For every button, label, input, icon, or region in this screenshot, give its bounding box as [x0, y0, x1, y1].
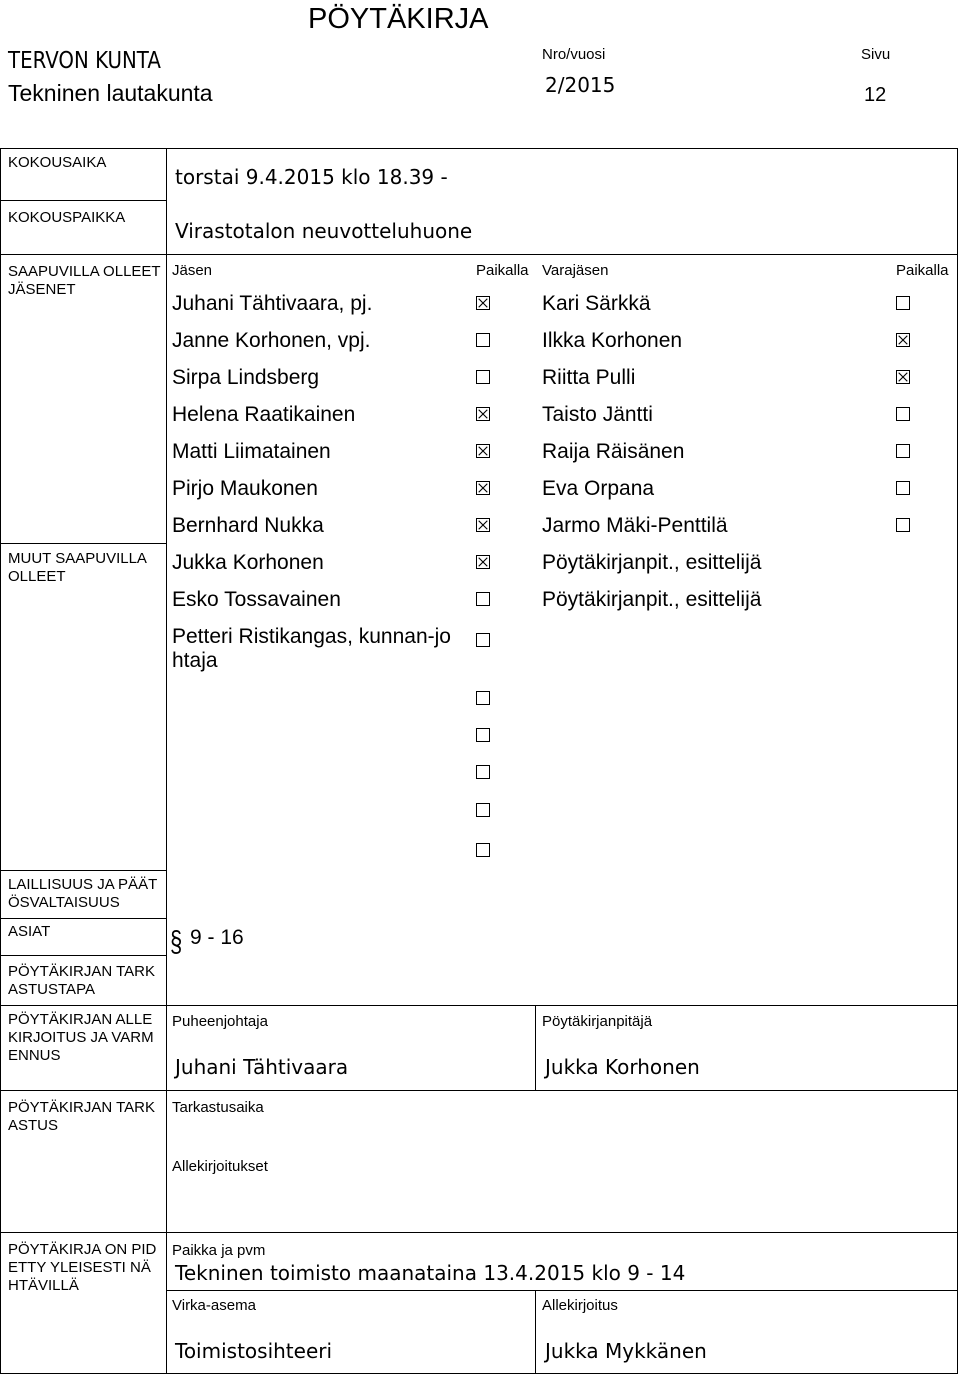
organization-name: TERVON KUNTA [8, 48, 161, 74]
checkbox[interactable] [896, 518, 910, 532]
checkbox[interactable] [476, 803, 490, 817]
place-date-value: Tekninen toimisto maanataina 13.4.2015 klo 9 - 14 [175, 1261, 686, 1285]
checkbox[interactable] [896, 481, 910, 495]
position-value: Toimistosihteeri [175, 1339, 333, 1363]
others-present-label: MUUT SAAPUVILLA OLLEET [8, 550, 147, 585]
document-title: PÖYTÄKIRJA [308, 3, 489, 35]
checkbox[interactable] [896, 444, 910, 458]
meeting-number-value: 2/2015 [545, 73, 616, 97]
display-label: PÖYTÄKIRJA ON PIDETTY YLEISESTI NÄHTÄVILLÄ [8, 1241, 157, 1294]
review-time-label: Tarkastusaika [172, 1099, 264, 1116]
meeting-time-value: torstai 9.4.2015 klo 18.39 - [175, 165, 448, 189]
deputy-name: Riitta Pulli [542, 366, 636, 389]
checkbox[interactable] [476, 555, 490, 569]
checkbox[interactable] [476, 333, 490, 347]
checkbox[interactable] [896, 333, 910, 347]
member-name: Janne Korhonen, vpj. [172, 329, 371, 352]
secretary-label: Pöytäkirjanpitäjä [542, 1013, 653, 1030]
position-label: Virka-asema [172, 1297, 256, 1314]
deputy-name: Ilkka Korhonen [542, 329, 683, 352]
checkbox[interactable] [476, 633, 490, 647]
other-attendee-name: Esko Tossavainen [172, 588, 341, 611]
other-attendee-role: Pöytäkirjanpit., esittelijä [542, 588, 762, 611]
items-range: 9 - 16 [190, 926, 244, 949]
checkbox[interactable] [476, 765, 490, 779]
meeting-number-label: Nro/vuosi [542, 46, 606, 63]
checkbox[interactable] [476, 728, 490, 742]
checkbox[interactable] [896, 370, 910, 384]
member-name: Sirpa Lindsberg [172, 366, 320, 389]
checkbox[interactable] [476, 592, 490, 606]
checkbox[interactable] [476, 296, 490, 310]
signature-value: Jukka Mykkänen [545, 1339, 707, 1363]
deputy-name: Kari Särkkä [542, 292, 651, 315]
checkbox[interactable] [476, 843, 490, 857]
items-label: ASIAT [8, 923, 51, 940]
checkbox[interactable] [476, 518, 490, 532]
col-member-header: Jäsen [172, 262, 213, 279]
attendees-label: SAAPUVILLA OLLEET JÄSENET [8, 263, 161, 298]
review-label: PÖYTÄKIRJAN TARKASTUS [8, 1099, 155, 1134]
deputy-name: Taisto Jäntti [542, 403, 653, 426]
deputy-name: Jarmo Mäki-Penttilä [542, 514, 728, 537]
member-name: Helena Raatikainen [172, 403, 356, 426]
page-label: Sivu [861, 46, 891, 63]
checkbox[interactable] [476, 444, 490, 458]
deputy-name: Eva Orpana [542, 477, 655, 500]
meeting-place-label: KOKOUSPAIKKA [8, 209, 126, 226]
meeting-place-value: Virastotalon neuvotteluhuone [175, 219, 473, 243]
signature-label: Allekirjoitus [542, 1297, 618, 1314]
member-name: Juhani Tähtivaara, pj. [172, 292, 373, 315]
legality-label: LAILLISUUS JA PÄÄTÖSVALTAISUUS [8, 876, 158, 911]
member-name: Bernhard Nukka [172, 514, 324, 537]
signatures-label: Allekirjoitukset [172, 1158, 268, 1175]
department-name: Tekninen lautakunta [8, 80, 213, 106]
member-name: Pirjo Maukonen [172, 477, 318, 500]
deputy-name: Raija Räisänen [542, 440, 685, 463]
checkbox[interactable] [896, 296, 910, 310]
meeting-time-label: KOKOUSAIKA [8, 154, 107, 171]
checkbox[interactable] [476, 691, 490, 705]
section-sign: § [170, 924, 183, 959]
place-date-label: Paikka ja pvm [172, 1242, 266, 1259]
checkbox[interactable] [476, 481, 490, 495]
chair-name: Juhani Tähtivaara [175, 1055, 349, 1079]
chair-label: Puheenjohtaja [172, 1013, 268, 1030]
col-present-header: Paikalla [476, 262, 529, 279]
signing-label: PÖYTÄKIRJAN ALLEKIRJOITUS JA VARMENNUS [8, 1011, 154, 1064]
page-number: 12 [864, 84, 887, 106]
checkbox[interactable] [476, 407, 490, 421]
other-attendee-name: Petteri Ristikangas, kunnan-johtaja [172, 625, 451, 672]
other-attendee-name: Jukka Korhonen [172, 551, 324, 574]
checkbox[interactable] [476, 370, 490, 384]
col-deputy-present-header: Paikalla [896, 262, 949, 279]
checkbox[interactable] [896, 407, 910, 421]
member-name: Matti Liimatainen [172, 440, 331, 463]
secretary-name: Jukka Korhonen [545, 1055, 700, 1079]
other-attendee-role: Pöytäkirjanpit., esittelijä [542, 551, 762, 574]
review-method-label: PÖYTÄKIRJAN TARKASTUSTAPA [8, 963, 155, 998]
col-deputy-header: Varajäsen [542, 262, 609, 279]
